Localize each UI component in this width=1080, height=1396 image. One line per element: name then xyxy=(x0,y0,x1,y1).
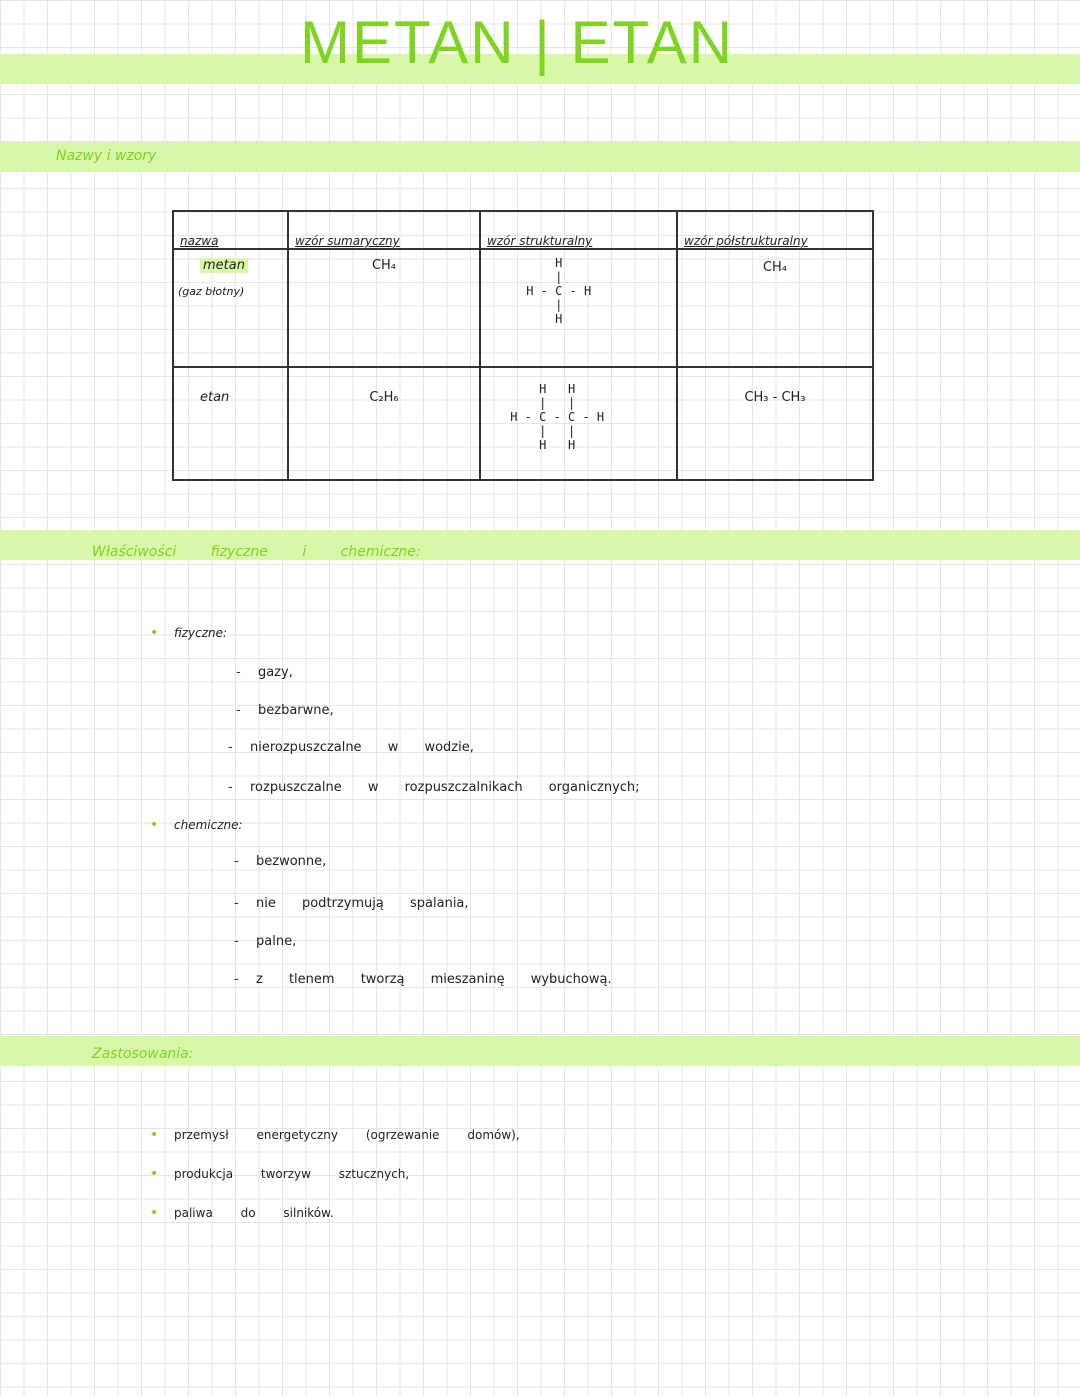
list-item: - palne, xyxy=(256,934,296,949)
table-cell-semi: CH₃ - CH₃ xyxy=(677,367,873,480)
table-header-structural: wzór strukturalny xyxy=(480,211,677,249)
table-cell-summary: CH₄ xyxy=(288,249,480,367)
table-header-name: nazwa xyxy=(173,211,288,249)
physical-label: • fizyczne: xyxy=(174,626,227,640)
table-cell-semi: CH₄ xyxy=(677,249,873,367)
list-item: - rozpuszczalne w rozpuszczalnikach organicznych; xyxy=(250,780,640,795)
list-item: - bezwonne, xyxy=(256,854,326,869)
chemical-label: • chemiczne: xyxy=(174,818,243,832)
table-header-semi: wzór półstrukturalny xyxy=(677,211,873,249)
table-cell-structural: H | H - C - H | H xyxy=(480,249,677,367)
section-band-formulas xyxy=(0,142,1080,172)
list-item: • paliwa do silników. xyxy=(174,1206,334,1220)
list-item: - z tlenem tworzą mieszaninę wybuchową. xyxy=(256,972,612,987)
table-cell-summary: C₂H₆ xyxy=(288,367,480,480)
list-item: • przemysł energetyczny (ogrzewanie domów), xyxy=(174,1128,520,1142)
formulas-table xyxy=(172,210,874,481)
section-heading-formulas: Nazwy i wzory xyxy=(56,148,157,164)
list-item: - nie podtrzymują spalania, xyxy=(256,896,469,911)
section-heading-properties: Właściwości fizyczne i chemiczne: xyxy=(92,544,421,560)
table-cell-name: etan xyxy=(173,367,288,480)
list-item: • produkcja tworzyw sztucznych, xyxy=(174,1167,409,1181)
table-header-summary: wzór sumaryczny xyxy=(288,211,480,249)
list-item: - nierozpuszczalne w wodzie, xyxy=(250,740,474,755)
list-item: - gazy, xyxy=(258,665,293,680)
table-cell-name: metan (gaz błotny) xyxy=(173,249,288,367)
table-cell-note: (gaz błotny) xyxy=(178,285,245,298)
page-title: METAN | ETAN xyxy=(300,9,735,76)
section-heading-applications: Zastosowania: xyxy=(92,1046,194,1062)
table-cell-structural: H H | | H - C - C - H | | H H xyxy=(480,367,677,480)
list-item: - bezbarwne, xyxy=(258,703,334,718)
